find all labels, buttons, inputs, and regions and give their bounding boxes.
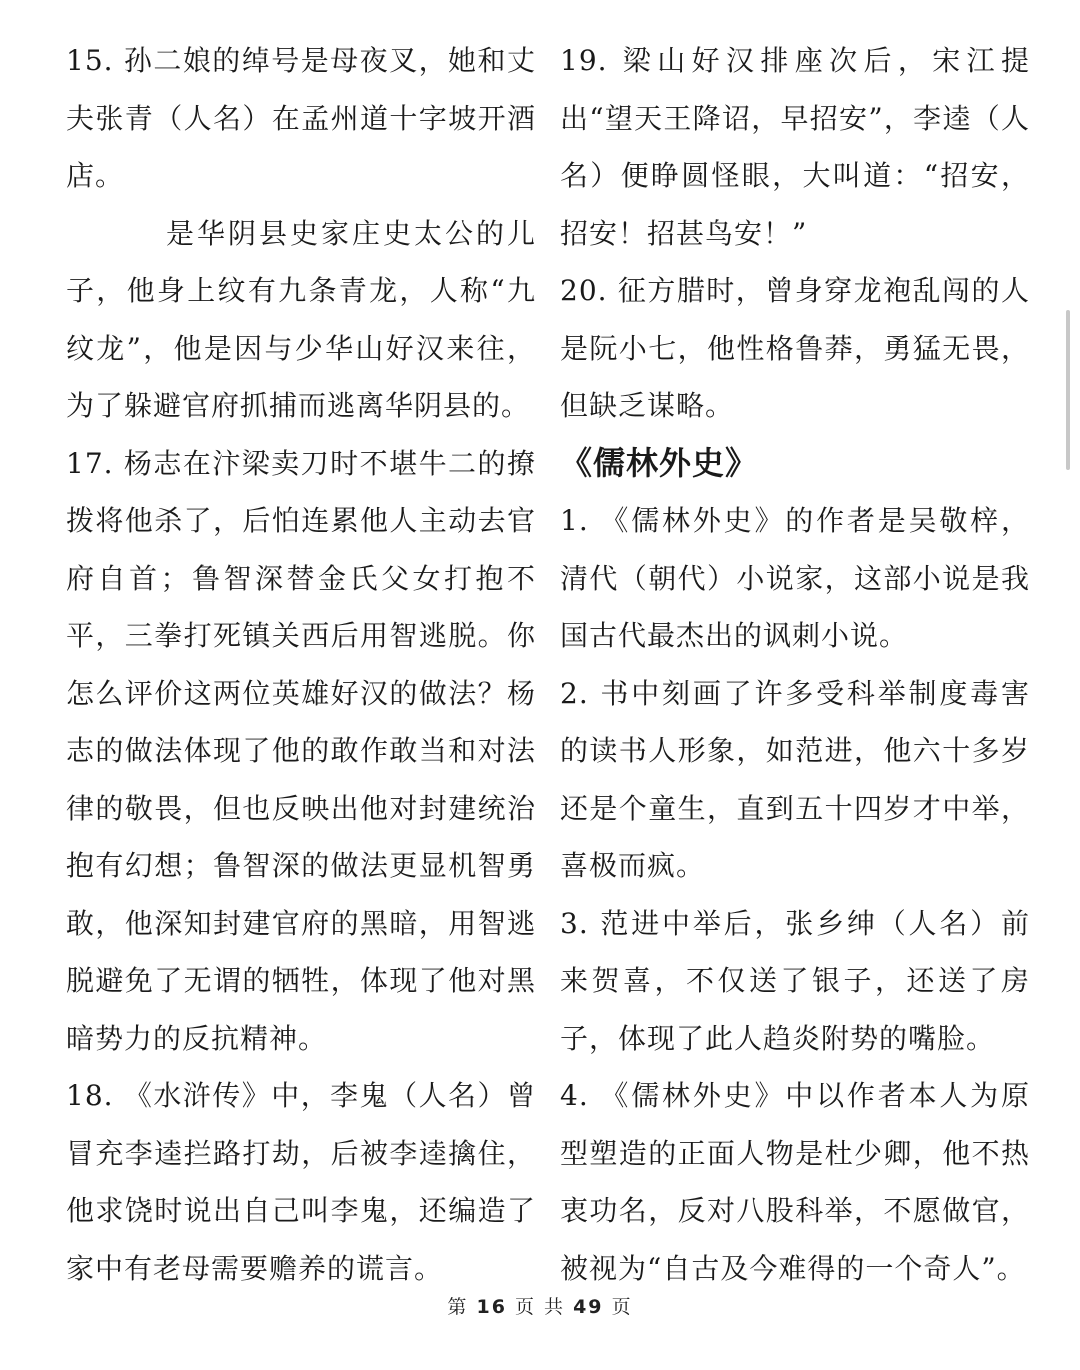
section-title: 《儒林外史》 [560,443,759,482]
item-16: 是华阴县史家庄史太公的儿子，他身上纹有九条青龙，人称“九纹龙”，他是因与少华山好汉来往，为了躲避官府抓捕而逃离华阴县的。 [66,216,536,422]
rulin-item-1: 1. 《儒林外史》的作者是吴敬梓，清代（朝代）小说家，这部小说是我国古代最杰出的讽刺小说。 [560,504,1030,652]
footer-middle: 页 共 [514,1296,566,1318]
rulin-item-2: 2. 书中刻画了许多受科举制度毒害的读书人形象，如范进，他六十多岁还是个童生，直到五十四岁才中举，喜极而疯。 [560,676,1030,882]
rulin-item-4: 4. 《儒林外史》中以作者本人为原型塑造的正面人物是杜少卿，他不热衷功名，反对八股科举，不愿做官，被视为“自古及今难得的一个奇人”。 [560,1079,1030,1285]
item-20: 20. 征方腊时，曾身穿龙袍乱闯的人是阮小七，他性格鲁莽，勇猛无畏，但缺乏谋略。 [560,274,1030,422]
rulin-item-3: 3. 范进中举后，张乡绅（人名）前来贺喜，不仅送了银子，还送了房子，体现了此人趋炎附势的嘴脸。 [560,906,1030,1055]
footer-prefix: 第 [447,1296,469,1318]
page-footer [0,1292,1080,1319]
footer-total-pages: 49 [573,1296,604,1318]
footer-suffix: 页 [611,1296,633,1318]
item-17: 17. 杨志在汴梁卖刀时不堪牛二的撩拨将他杀了，后怕连累他人主动去官府自首；鲁智深替金氏父女打抱不平，三拳打死镇关西后用智逃脱。你怎么评价这两位英雄好汉的做法？杨志的做法体现了他的敢作敢当和对法律的敬畏，但也反映出他对封建统治抱有幻想；鲁智深的做法更显机智勇敢，他深知封建官府的黑暗，用智逃脱避免了无谓的牺牲，体现了他对黑暗势力的反抗精神。 [66,446,536,1055]
left-column [66,32,536,1297]
item-18: 18. 《水浒传》中，李鬼（人名）曾冒充李逵拦路打劫，后被李逵擒住，他求饶时说出自己叫李鬼，还编造了家中有老母需要赡养的谎言。 [66,1079,536,1285]
footer-page-number: 16 [476,1296,507,1318]
scrollbar-thumb[interactable] [1066,310,1070,470]
item-19: 19. 梁山好汉排座次后，宋江提出“望天王降诏，早招安”，李逵（人名）便睁圆怪眼，大叫道：“招安，招安！招甚鸟安！” [560,44,1030,250]
right-column [560,32,1030,1297]
item-15: 15. 孙二娘的绰号是母夜叉，她和丈夫张青（人名）在孟州道十字坡开酒店。 [66,44,536,192]
